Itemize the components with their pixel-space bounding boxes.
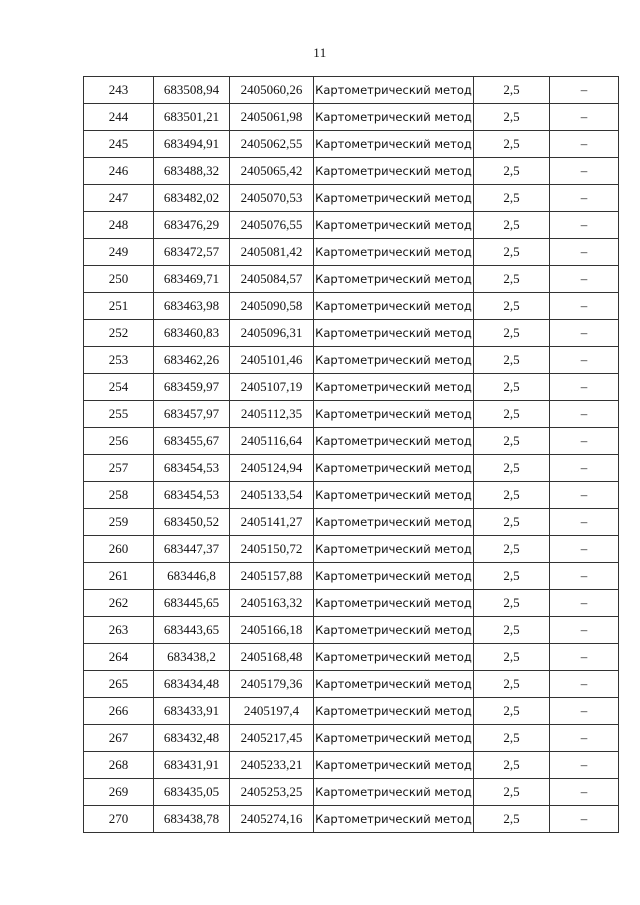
- note-cell: –: [550, 131, 619, 158]
- x-coordinate-cell: 683488,32: [154, 158, 230, 185]
- table-row: [84, 617, 619, 644]
- point-number-cell: 263: [84, 617, 154, 644]
- y-coordinate-cell: 2405107,19: [230, 374, 314, 401]
- point-number-cell: 257: [84, 455, 154, 482]
- method-cell: Картометрический метод: [314, 590, 474, 617]
- accuracy-cell: 2,5: [474, 266, 550, 293]
- note-cell: –: [550, 77, 619, 104]
- method-cell: Картометрический метод: [314, 779, 474, 806]
- x-coordinate-cell: 683454,53: [154, 482, 230, 509]
- point-number-cell: 254: [84, 374, 154, 401]
- accuracy-cell: 2,5: [474, 536, 550, 563]
- y-coordinate-cell: 2405124,94: [230, 455, 314, 482]
- note-cell: –: [550, 806, 619, 833]
- accuracy-cell: 2,5: [474, 158, 550, 185]
- table-row: [84, 698, 619, 725]
- accuracy-cell: 2,5: [474, 212, 550, 239]
- point-number-cell: 258: [84, 482, 154, 509]
- y-coordinate-cell: 2405163,32: [230, 590, 314, 617]
- y-coordinate-cell: 2405112,35: [230, 401, 314, 428]
- note-cell: –: [550, 320, 619, 347]
- note-cell: –: [550, 455, 619, 482]
- x-coordinate-cell: 683446,8: [154, 563, 230, 590]
- x-coordinate-cell: 683438,2: [154, 644, 230, 671]
- point-number-cell: 255: [84, 401, 154, 428]
- method-cell: Картометрический метод: [314, 563, 474, 590]
- note-cell: –: [550, 293, 619, 320]
- x-coordinate-cell: 683494,91: [154, 131, 230, 158]
- y-coordinate-cell: 2405084,57: [230, 266, 314, 293]
- table-row: [84, 509, 619, 536]
- point-number-cell: 269: [84, 779, 154, 806]
- method-cell: Картометрический метод: [314, 806, 474, 833]
- y-coordinate-cell: 2405076,55: [230, 212, 314, 239]
- note-cell: –: [550, 482, 619, 509]
- table-row: [84, 428, 619, 455]
- method-cell: Картометрический метод: [314, 320, 474, 347]
- point-number-cell: 266: [84, 698, 154, 725]
- point-number-cell: 243: [84, 77, 154, 104]
- y-coordinate-cell: 2405101,46: [230, 347, 314, 374]
- table-row: [84, 158, 619, 185]
- x-coordinate-cell: 683443,65: [154, 617, 230, 644]
- y-coordinate-cell: 2405166,18: [230, 617, 314, 644]
- point-number-cell: 265: [84, 671, 154, 698]
- note-cell: –: [550, 698, 619, 725]
- accuracy-cell: 2,5: [474, 698, 550, 725]
- x-coordinate-cell: 683433,91: [154, 698, 230, 725]
- method-cell: Картометрический метод: [314, 374, 474, 401]
- method-cell: Картометрический метод: [314, 185, 474, 212]
- point-number-cell: 260: [84, 536, 154, 563]
- method-cell: Картометрический метод: [314, 239, 474, 266]
- point-number-cell: 248: [84, 212, 154, 239]
- y-coordinate-cell: 2405062,55: [230, 131, 314, 158]
- point-number-cell: 270: [84, 806, 154, 833]
- point-number-cell: 264: [84, 644, 154, 671]
- accuracy-cell: 2,5: [474, 509, 550, 536]
- method-cell: Картометрический метод: [314, 536, 474, 563]
- note-cell: –: [550, 239, 619, 266]
- method-cell: Картометрический метод: [314, 158, 474, 185]
- accuracy-cell: 2,5: [474, 779, 550, 806]
- method-cell: Картометрический метод: [314, 617, 474, 644]
- y-coordinate-cell: 2405060,26: [230, 77, 314, 104]
- method-cell: Картометрический метод: [314, 104, 474, 131]
- table-row: [84, 212, 619, 239]
- x-coordinate-cell: 683431,91: [154, 752, 230, 779]
- y-coordinate-cell: 2405233,21: [230, 752, 314, 779]
- method-cell: Картометрический метод: [314, 131, 474, 158]
- method-cell: Картометрический метод: [314, 752, 474, 779]
- note-cell: –: [550, 671, 619, 698]
- point-number-cell: 267: [84, 725, 154, 752]
- accuracy-cell: 2,5: [474, 563, 550, 590]
- x-coordinate-cell: 683455,67: [154, 428, 230, 455]
- x-coordinate-cell: 683472,57: [154, 239, 230, 266]
- method-cell: Картометрический метод: [314, 401, 474, 428]
- accuracy-cell: 2,5: [474, 320, 550, 347]
- method-cell: Картометрический метод: [314, 698, 474, 725]
- table-row: [84, 806, 619, 833]
- y-coordinate-cell: 2405197,4: [230, 698, 314, 725]
- table-row: [84, 752, 619, 779]
- point-number-cell: 256: [84, 428, 154, 455]
- x-coordinate-cell: 683438,78: [154, 806, 230, 833]
- table-row: [84, 320, 619, 347]
- table-row: [84, 563, 619, 590]
- point-number-cell: 245: [84, 131, 154, 158]
- table-row: [84, 239, 619, 266]
- coordinates-table-body: [84, 77, 619, 833]
- table-row: [84, 131, 619, 158]
- note-cell: –: [550, 401, 619, 428]
- note-cell: –: [550, 104, 619, 131]
- x-coordinate-cell: 683501,21: [154, 104, 230, 131]
- x-coordinate-cell: 683463,98: [154, 293, 230, 320]
- accuracy-cell: 2,5: [474, 77, 550, 104]
- table-row: [84, 590, 619, 617]
- accuracy-cell: 2,5: [474, 185, 550, 212]
- method-cell: Картометрический метод: [314, 482, 474, 509]
- method-cell: Картометрический метод: [314, 455, 474, 482]
- point-number-cell: 252: [84, 320, 154, 347]
- method-cell: Картометрический метод: [314, 671, 474, 698]
- point-number-cell: 251: [84, 293, 154, 320]
- note-cell: –: [550, 725, 619, 752]
- table-row: [84, 779, 619, 806]
- coordinates-table: [83, 76, 619, 833]
- note-cell: –: [550, 266, 619, 293]
- y-coordinate-cell: 2405274,16: [230, 806, 314, 833]
- point-number-cell: 247: [84, 185, 154, 212]
- accuracy-cell: 2,5: [474, 617, 550, 644]
- accuracy-cell: 2,5: [474, 239, 550, 266]
- method-cell: Картометрический метод: [314, 428, 474, 455]
- method-cell: Картометрический метод: [314, 644, 474, 671]
- accuracy-cell: 2,5: [474, 374, 550, 401]
- y-coordinate-cell: 2405141,27: [230, 509, 314, 536]
- x-coordinate-cell: 683457,97: [154, 401, 230, 428]
- method-cell: Картометрический метод: [314, 509, 474, 536]
- note-cell: –: [550, 158, 619, 185]
- accuracy-cell: 2,5: [474, 644, 550, 671]
- note-cell: –: [550, 617, 619, 644]
- point-number-cell: 246: [84, 158, 154, 185]
- x-coordinate-cell: 683454,53: [154, 455, 230, 482]
- table-row: [84, 185, 619, 212]
- table-row: [84, 293, 619, 320]
- point-number-cell: 244: [84, 104, 154, 131]
- accuracy-cell: 2,5: [474, 455, 550, 482]
- note-cell: –: [550, 212, 619, 239]
- table-row: [84, 536, 619, 563]
- point-number-cell: 261: [84, 563, 154, 590]
- note-cell: –: [550, 536, 619, 563]
- y-coordinate-cell: 2405090,58: [230, 293, 314, 320]
- point-number-cell: 268: [84, 752, 154, 779]
- accuracy-cell: 2,5: [474, 428, 550, 455]
- table-row: [84, 374, 619, 401]
- accuracy-cell: 2,5: [474, 725, 550, 752]
- y-coordinate-cell: 2405116,64: [230, 428, 314, 455]
- point-number-cell: 262: [84, 590, 154, 617]
- y-coordinate-cell: 2405157,88: [230, 563, 314, 590]
- note-cell: –: [550, 590, 619, 617]
- x-coordinate-cell: 683434,48: [154, 671, 230, 698]
- accuracy-cell: 2,5: [474, 590, 550, 617]
- x-coordinate-cell: 683445,65: [154, 590, 230, 617]
- method-cell: Картометрический метод: [314, 347, 474, 374]
- accuracy-cell: 2,5: [474, 401, 550, 428]
- method-cell: Картометрический метод: [314, 266, 474, 293]
- x-coordinate-cell: 683447,37: [154, 536, 230, 563]
- note-cell: –: [550, 779, 619, 806]
- y-coordinate-cell: 2405096,31: [230, 320, 314, 347]
- x-coordinate-cell: 683459,97: [154, 374, 230, 401]
- accuracy-cell: 2,5: [474, 482, 550, 509]
- x-coordinate-cell: 683508,94: [154, 77, 230, 104]
- x-coordinate-cell: 683435,05: [154, 779, 230, 806]
- table-row: [84, 725, 619, 752]
- accuracy-cell: 2,5: [474, 104, 550, 131]
- x-coordinate-cell: 683432,48: [154, 725, 230, 752]
- page-number: 11: [313, 45, 327, 60]
- note-cell: –: [550, 509, 619, 536]
- table-row: [84, 401, 619, 428]
- table-row: [84, 347, 619, 374]
- accuracy-cell: 2,5: [474, 131, 550, 158]
- note-cell: –: [550, 752, 619, 779]
- method-cell: Картометрический метод: [314, 293, 474, 320]
- x-coordinate-cell: 683462,26: [154, 347, 230, 374]
- table-row: [84, 104, 619, 131]
- note-cell: –: [550, 428, 619, 455]
- table-row: [84, 671, 619, 698]
- y-coordinate-cell: 2405070,53: [230, 185, 314, 212]
- y-coordinate-cell: 2405253,25: [230, 779, 314, 806]
- point-number-cell: 249: [84, 239, 154, 266]
- x-coordinate-cell: 683460,83: [154, 320, 230, 347]
- method-cell: Картометрический метод: [314, 212, 474, 239]
- y-coordinate-cell: 2405150,72: [230, 536, 314, 563]
- x-coordinate-cell: 683476,29: [154, 212, 230, 239]
- note-cell: –: [550, 563, 619, 590]
- method-cell: Картометрический метод: [314, 77, 474, 104]
- method-cell: Картометрический метод: [314, 725, 474, 752]
- note-cell: –: [550, 374, 619, 401]
- table-row: [84, 482, 619, 509]
- table-row: [84, 266, 619, 293]
- y-coordinate-cell: 2405168,48: [230, 644, 314, 671]
- y-coordinate-cell: 2405179,36: [230, 671, 314, 698]
- accuracy-cell: 2,5: [474, 671, 550, 698]
- accuracy-cell: 2,5: [474, 347, 550, 374]
- y-coordinate-cell: 2405061,98: [230, 104, 314, 131]
- accuracy-cell: 2,5: [474, 293, 550, 320]
- point-number-cell: 253: [84, 347, 154, 374]
- y-coordinate-cell: 2405133,54: [230, 482, 314, 509]
- x-coordinate-cell: 683450,52: [154, 509, 230, 536]
- point-number-cell: 259: [84, 509, 154, 536]
- table-row: [84, 455, 619, 482]
- accuracy-cell: 2,5: [474, 752, 550, 779]
- accuracy-cell: 2,5: [474, 806, 550, 833]
- note-cell: –: [550, 644, 619, 671]
- point-number-cell: 250: [84, 266, 154, 293]
- note-cell: –: [550, 185, 619, 212]
- y-coordinate-cell: 2405065,42: [230, 158, 314, 185]
- x-coordinate-cell: 683469,71: [154, 266, 230, 293]
- y-coordinate-cell: 2405217,45: [230, 725, 314, 752]
- table-row: [84, 77, 619, 104]
- x-coordinate-cell: 683482,02: [154, 185, 230, 212]
- note-cell: –: [550, 347, 619, 374]
- table-row: [84, 644, 619, 671]
- y-coordinate-cell: 2405081,42: [230, 239, 314, 266]
